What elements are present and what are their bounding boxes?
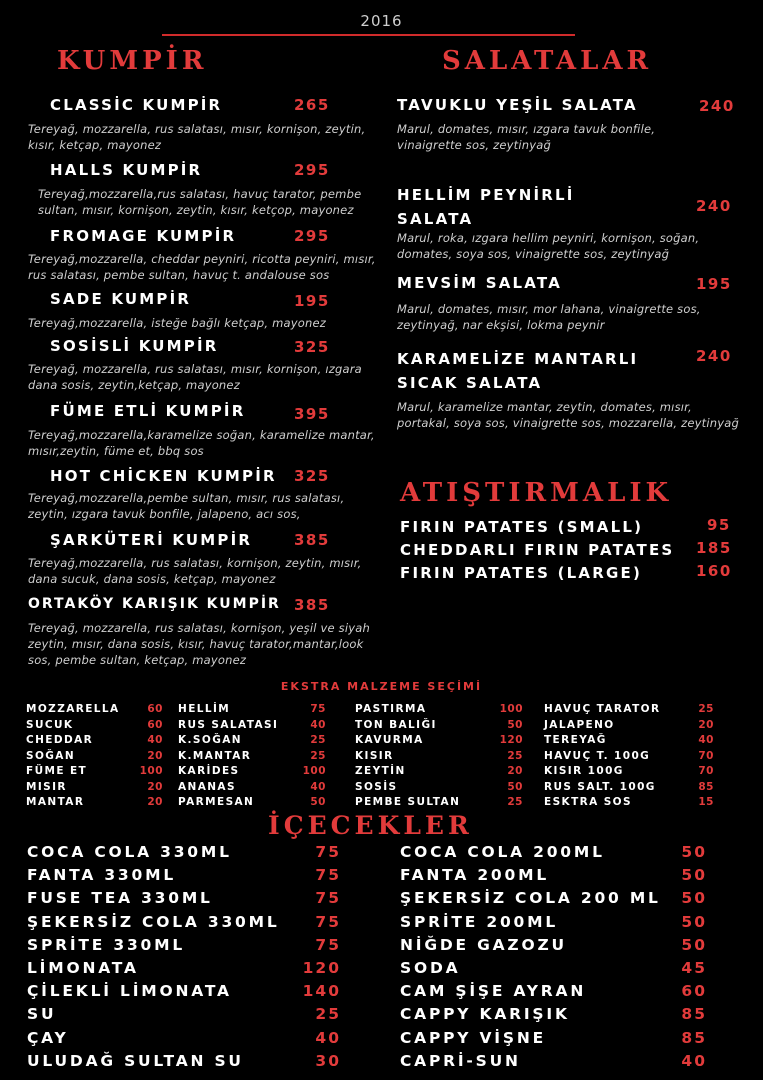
salata-item-name: TAVUKLU YEŞİL SALATA — [397, 96, 638, 114]
icecek-name: ÇAY — [27, 1028, 69, 1047]
salata-item-name: HELLİM PEYNİRLİ SALATA — [397, 186, 575, 228]
ekstra-column — [355, 703, 523, 812]
icecek-price: 50 — [681, 935, 707, 954]
ekstra-row — [355, 765, 523, 781]
ekstra-row — [355, 734, 523, 750]
ekstra-price: 20 — [147, 749, 163, 762]
ekstra-price: 40 — [698, 734, 714, 746]
ekstra-name: MISIR — [26, 780, 67, 793]
ekstra-price: 20 — [698, 718, 714, 731]
ekstra-price: 25 — [310, 749, 326, 762]
kumpir-item-desc: Tereyağ,mozzarella,rus salatası, havuç tarator, pembe sultan, mısır, kornişon, zeytin, kısır, ketçop, mayonez — [38, 187, 362, 217]
icecek-name: LİMONATA — [27, 958, 139, 977]
kumpir-item-name: ORTAKÖY KARIŞIK KUMPİR — [28, 596, 281, 612]
icecek-price: 75 — [315, 866, 341, 885]
salatalar-heading: SALATALAR — [442, 46, 653, 76]
atistirmalik-item-name: CHEDDARLI FIRIN PATATES — [400, 541, 675, 559]
ekstra-row — [178, 734, 326, 750]
icecek-price: 25 — [315, 1005, 341, 1024]
ekstra-price: 50 — [310, 796, 326, 808]
icecek-name: SPRİTE 200ML — [400, 912, 559, 931]
icecek-price: 75 — [315, 889, 341, 908]
icecek-name: CAM ŞİŞE AYRAN — [400, 982, 587, 1001]
ekstra-row — [26, 796, 163, 812]
kumpir-item-desc: Tereyağ,mozzarella, rus salatası, kornişon, zeytin, mısır, dana sucuk, dana sosis, ketçap, mayonez — [28, 556, 362, 586]
ekstra-row — [26, 750, 163, 766]
atistirmalik-heading: ATIŞTIRMALIK — [400, 478, 673, 508]
salata-item-price: 195 — [696, 275, 732, 293]
ekstra-name: KISIR 100G — [544, 765, 624, 777]
kumpir-item-desc: Tereyağ,mozzarella, cheddar peyniri, ricotta peyniri, mısır, rus salatası, pembe sultan, havuç t. andalouse sos — [28, 252, 376, 282]
ekstra-price: 120 — [499, 734, 523, 746]
icecek-row — [400, 982, 707, 1005]
ekstra-price: 15 — [698, 796, 714, 808]
icecek-name: NİĞDE GAZOZU — [400, 935, 567, 954]
icecek-column-left — [27, 843, 341, 1075]
salata-item-name: KARAMELİZE MANTARLI SICAK SALATA — [397, 350, 639, 392]
salata-item-price: 240 — [699, 97, 735, 115]
kumpir-item-name: SOSİSLİ KUMPİR — [50, 337, 219, 355]
icecek-row — [400, 1005, 707, 1028]
icecek-price: 75 — [315, 843, 341, 861]
icecek-name: FUSE TEA 330ML — [27, 889, 213, 908]
ekstra-price: 40 — [147, 734, 163, 746]
ekstra-price: 70 — [698, 765, 714, 777]
icecek-name: ŞEKERSİZ COLA 200 ML — [400, 889, 661, 908]
icecek-price: 85 — [681, 1028, 707, 1047]
ekstra-price: 100 — [499, 703, 523, 715]
ekstra-row — [355, 796, 523, 812]
icecek-name: CAPRİ-SUN — [400, 1051, 521, 1070]
ekstra-row — [544, 703, 714, 719]
ekstra-name: RUS SALT. 100G — [544, 780, 656, 793]
icecek-row — [27, 866, 341, 889]
icecek-price: 75 — [315, 912, 341, 931]
ekstra-price: 60 — [147, 718, 163, 731]
ekstra-row — [26, 703, 163, 719]
kumpir-item-desc: Tereyağ,mozzarella,pembe sultan, mısır, rus salatası, zeytin, ızgara tavuk bonfile, jalapeno, acı sos, — [28, 491, 345, 521]
salata-item-price: 240 — [696, 347, 732, 365]
ekstra-name: ANANAS — [178, 780, 236, 793]
ekstra-row — [355, 750, 523, 766]
kumpir-item-desc: Tereyağ,mozzarella, isteğe bağlı ketçap, mayonez — [28, 316, 327, 330]
ekstra-column — [544, 703, 714, 812]
ekstra-name: MANTAR — [26, 796, 85, 808]
icecek-name: ULUDAĞ SULTAN SU — [27, 1051, 244, 1070]
icecek-name: CAPPY KARIŞIK — [400, 1005, 570, 1024]
ekstra-price: 60 — [147, 703, 163, 715]
menu-year: 2016 — [360, 12, 403, 30]
ekstra-name: KARİDES — [178, 765, 240, 777]
ekstra-name: FÜME ET — [26, 765, 88, 777]
kumpir-item-desc: Tereyağ, mozzarella, rus salatası, kornişon, yeşil ve siyah zeytin, mısır, dana sosis, kısır, havuç tarator,mantar,look sos, pembe sultan, ketçap, mayonez — [28, 621, 370, 667]
ekstra-name: HAVUÇ TARATOR — [544, 703, 661, 715]
ekstra-row — [355, 719, 523, 735]
icecek-price: 120 — [302, 958, 341, 977]
ekstra-name: PEMBE SULTAN — [355, 796, 461, 808]
ekstra-price: 100 — [139, 765, 163, 777]
kumpir-item-price: 325 — [294, 338, 330, 356]
kumpir-item-name: ŞARKÜTERİ KUMPİR — [50, 531, 253, 549]
icecek-price: 50 — [681, 843, 707, 861]
icecek-name: FANTA 330ML — [27, 866, 176, 885]
ekstra-heading: EKSTRA MALZEME SEÇİMİ — [280, 680, 483, 693]
icecek-price: 85 — [681, 1005, 707, 1024]
icecekler-heading: İÇECEKLER — [268, 811, 473, 840]
ekstra-name: ZEYTİN — [355, 765, 406, 777]
ekstra-row — [26, 734, 163, 750]
salata-item-name: MEVSİM SALATA — [397, 274, 563, 292]
icecek-name: ŞEKERSİZ COLA 330ML — [27, 912, 280, 931]
ekstra-name: JALAPENO — [544, 718, 615, 731]
ekstra-name: RUS SALATASI — [178, 718, 279, 731]
ekstra-row — [544, 734, 714, 750]
ekstra-price: 70 — [698, 749, 714, 762]
ekstra-name: HELLİM — [178, 703, 231, 715]
atistirmalik-item-name: FIRIN PATATES (SMALL) — [400, 518, 644, 536]
icecek-name: SPRİTE 330ML — [27, 935, 186, 954]
kumpir-item-desc: Tereyağ,mozzarella,karamelize soğan, karamelize mantar, mısır,zeytin, füme et, bbq sos — [28, 428, 375, 458]
atistirmalik-item-name: FIRIN PATATES (LARGE) — [400, 564, 642, 582]
salata-item-desc: Marul, domates, mısır, mor lahana, vinaigrette sos, zeytinyağ, nar ekşisi, lokma peynir — [397, 302, 701, 332]
icecek-price: 75 — [315, 935, 341, 954]
kumpir-item-name: CLASSİC KUMPİR — [50, 96, 223, 114]
kumpir-heading: KUMPİR — [57, 46, 208, 76]
ekstra-name: MOZZARELLA — [26, 703, 120, 715]
icecek-row — [400, 1029, 707, 1052]
ekstra-row — [178, 719, 326, 735]
ekstra-name: KAVURMA — [355, 734, 424, 746]
icecek-name: COCA COLA 200ML — [400, 843, 605, 861]
ekstra-price: 50 — [507, 718, 523, 731]
ekstra-price: 40 — [310, 718, 326, 731]
icecek-row — [400, 936, 707, 959]
salata-item-price: 240 — [696, 197, 732, 215]
icecek-row — [27, 1052, 341, 1075]
icecek-price: 40 — [681, 1051, 707, 1070]
kumpir-item-price: 385 — [294, 531, 330, 549]
kumpir-item-name: HALLS KUMPİR — [50, 161, 203, 179]
icecek-row — [400, 843, 707, 866]
ekstra-row — [355, 703, 523, 719]
kumpir-item-price: 195 — [294, 292, 330, 310]
icecek-name: CAPPY VİŞNE — [400, 1028, 546, 1047]
ekstra-price: 20 — [147, 780, 163, 793]
ekstra-price: 50 — [507, 780, 523, 793]
ekstra-row — [26, 719, 163, 735]
ekstra-name: HAVUÇ T. 100G — [544, 749, 651, 762]
icecek-name: FANTA 200ML — [400, 866, 549, 885]
ekstra-row — [178, 703, 326, 719]
ekstra-price: 85 — [698, 780, 714, 793]
salata-item-desc: Marul, domates, mısır, ızgara tavuk bonfile, vinaigrette sos, zeytinyağ — [397, 122, 656, 152]
ekstra-row — [178, 765, 326, 781]
icecek-row — [400, 866, 707, 889]
icecek-row — [400, 913, 707, 936]
kumpir-item-desc: Tereyağ, mozzarella, rus salatası, mısır, kornişon, zeytin, kısır, ketçap, mayonez — [28, 122, 366, 152]
ekstra-name: SUCUK — [26, 718, 74, 731]
ekstra-name: SOSİS — [355, 780, 398, 793]
ekstra-row — [544, 781, 714, 797]
kumpir-item-price: 295 — [294, 161, 330, 179]
atistirmalik-item-price: 160 — [696, 562, 732, 580]
kumpir-item-name: FROMAGE KUMPİR — [50, 227, 237, 245]
kumpir-item-price: 325 — [294, 467, 330, 485]
icecek-price: 50 — [681, 866, 707, 885]
kumpir-item-price: 395 — [294, 405, 330, 423]
ekstra-row — [178, 781, 326, 797]
atistirmalik-item-price: 95 — [707, 516, 731, 534]
icecek-row — [400, 959, 707, 982]
ekstra-name: SOĞAN — [26, 749, 76, 762]
ekstra-name: K.MANTAR — [178, 749, 252, 762]
icecek-name: COCA COLA 330ML — [27, 843, 232, 861]
ekstra-price: 20 — [147, 796, 163, 808]
icecek-price: 50 — [681, 889, 707, 908]
ekstra-name: PASTIRMA — [355, 703, 427, 715]
icecek-row — [400, 1052, 707, 1075]
icecek-price: 40 — [315, 1028, 341, 1047]
ekstra-price: 20 — [507, 765, 523, 777]
ekstra-name: PARMESAN — [178, 796, 255, 808]
ekstra-row — [26, 765, 163, 781]
icecek-price: 140 — [302, 982, 341, 1001]
icecek-row — [400, 889, 707, 912]
ekstra-row — [26, 781, 163, 797]
ekstra-name: TEREYAĞ — [544, 734, 607, 746]
ekstra-name: CHEDDAR — [26, 734, 94, 746]
icecek-row — [27, 843, 341, 866]
kumpir-item-name: SADE KUMPİR — [50, 290, 192, 308]
ekstra-price: 25 — [698, 703, 714, 715]
icecek-row — [27, 959, 341, 982]
ekstra-price: 25 — [507, 796, 523, 808]
ekstra-name: TON BALIĞI — [355, 718, 437, 731]
kumpir-item-price: 295 — [294, 227, 330, 245]
ekstra-row — [355, 781, 523, 797]
icecek-price: 60 — [681, 982, 707, 1001]
icecek-row — [27, 913, 341, 936]
salata-item-desc: Marul, karamelize mantar, zeytin, domates, mısır, portakal, soya sos, vinaigrette sos, mozzarella, zeytinyağ — [397, 400, 739, 430]
ekstra-column — [178, 703, 326, 812]
ekstra-price: 75 — [310, 703, 326, 715]
ekstra-name: K.SOĞAN — [178, 734, 242, 746]
ekstra-price: 100 — [302, 765, 326, 777]
top-divider — [162, 34, 575, 36]
ekstra-column — [26, 703, 163, 812]
ekstra-name: ESKTRA SOS — [544, 796, 632, 808]
icecek-row — [27, 1005, 341, 1028]
ekstra-row — [544, 796, 714, 812]
ekstra-price: 25 — [310, 734, 326, 746]
icecek-row — [27, 889, 341, 912]
ekstra-row — [544, 750, 714, 766]
icecek-row — [27, 982, 341, 1005]
icecek-price: 50 — [681, 912, 707, 931]
icecek-row — [27, 1029, 341, 1052]
icecek-name: SU — [27, 1005, 57, 1024]
ekstra-row — [544, 719, 714, 735]
icecek-name: ÇİLEKLİ LİMONATA — [27, 982, 232, 1001]
kumpir-item-price: 385 — [294, 596, 330, 614]
kumpir-item-price: 265 — [294, 96, 330, 114]
ekstra-price: 40 — [310, 780, 326, 793]
salata-item-desc: Marul, roka, ızgara hellim peyniri, kornişon, soğan, domates, soya sos, vinaigrette sos, zeytinyağ — [397, 231, 700, 261]
icecek-price: 30 — [315, 1051, 341, 1070]
atistirmalik-item-price: 185 — [696, 539, 732, 557]
ekstra-row — [178, 796, 326, 812]
ekstra-name: KISIR — [355, 749, 394, 762]
kumpir-item-name: FÜME ETLİ KUMPİR — [50, 402, 246, 420]
ekstra-price: 25 — [507, 749, 523, 762]
ekstra-row — [544, 765, 714, 781]
icecek-row — [27, 936, 341, 959]
icecek-name: SODA — [400, 958, 461, 977]
kumpir-item-desc: Tereyağ, mozzarella, rus salatası, mısır, kornişon, ızgara dana sosis, zeytin,ketçap, mayonez — [28, 362, 362, 392]
icecek-price: 45 — [681, 958, 707, 977]
icecek-column-right — [400, 843, 707, 1075]
kumpir-item-name: HOT CHİCKEN KUMPİR — [50, 467, 277, 485]
ekstra-row — [178, 750, 326, 766]
